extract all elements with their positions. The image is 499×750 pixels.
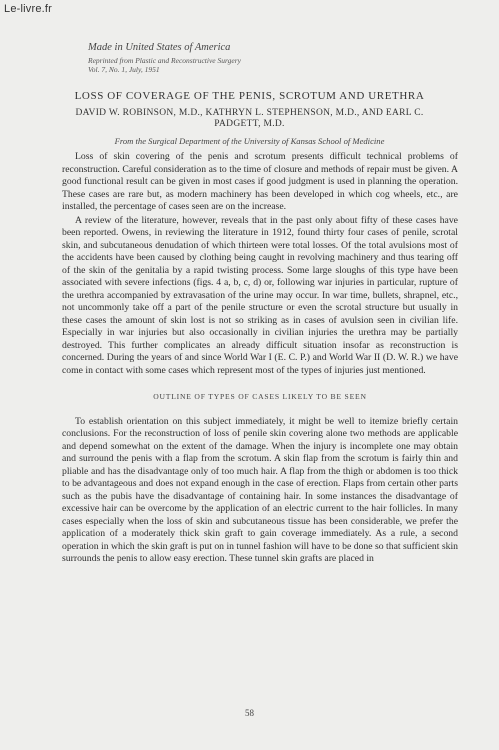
paragraph-3: To establish orientation on this subject immediately, it might be well to itemize briefly certain conclusions. For the reconstruction of loss of penile skin covering alone two methods are applicable and depend somewhat on the extent of the damage. When the injury is incomplete one may obtain and surround the penis with a flap from the scrotum. A skin flap from the scrotum is fairly thin and pliable and has the disadvantage only of too much hair. A flap from the thigh or abdomen is too thick to be advantageous and does not expand enough in the case of erection. Flaps from certain other parts such as the pubis have the disadvantage of containing hair. In some instances the disadvantage of excessive hair can be overcome by the application of an electric current to the hair follicles. In many cases especially when the loss of skin and subcutaneous tissue has been considerable, we prefer the application of a moderately thick skin graft to gain coverage immediately. As a rule, a second operation in which the skin graft is put on in tunnel fashion will have to be done so that sufficient skin surrounds the penis to allow easy erection. These tunnel skin grafts are placed in xyxy=(62,415,458,564)
page-number: 58 xyxy=(245,708,254,718)
article-affiliation: From the Surgical Department of the University of Kansas School of Medicine xyxy=(114,136,385,146)
watermark: Le-livre.fr xyxy=(4,3,53,15)
article-title: LOSS OF COVERAGE OF THE PENIS, SCROTUM AND URETHRA xyxy=(74,90,425,102)
authors-line-2: PADGETT, M.D. xyxy=(214,119,285,129)
section-heading: OUTLINE OF TYPES OF CASES LIKELY TO BE SEEN xyxy=(153,392,367,401)
reprint-line-2: Vol. 7, No. 1, July, 1951 xyxy=(88,65,160,74)
reprint-line-1: Reprinted from Plastic and Reconstructive Surgery xyxy=(88,56,241,65)
made-in-notice: Made in United States of America xyxy=(88,42,231,53)
reprint-notice xyxy=(88,56,241,74)
article-authors xyxy=(0,108,499,130)
article-body xyxy=(62,151,458,567)
paragraph-1: Loss of skin covering of the penis and scrotum presents difficult technical problems of reconstruction. Careful consideration as to the time of closure and methods of repair must be given. A good functional result can be given in most cases if good judgment is used in planning the operation. These cases are rare but, as modern machinery has been developed in which cog wheels, etc., are installed, the percentage of cases seen are on the increase. xyxy=(62,151,458,212)
authors-line-1: DAVID W. ROBINSON, M.D., KATHRYN L. STEPHENSON, M.D., AND EARL C. xyxy=(75,108,424,118)
paragraph-2: A review of the literature, however, reveals that in the past only about fifty of these cases have been reported. Owens, in reviewing the literature in 1912, found thirty four cases of penile, scrotal skin, and subcutaneous denudation of which thirteen were total losses. Of the total avulsions most of the accidents have been caused by clothing being caught in revolving machinery and thus tearing off of the skin of the genitalia by a rapid twisting process. Some large sloughs of this type have been associated with severe infections (figs. 4 a, b, c, d) or, following war injuries in particular, rupture of the urethra accompanied by extravasation of the urine may occur. In war time, bullets, shrapnel, etc., not uncommonly take off a part of the penile structure or even the scrotal structure but usually in these cases the amount of skin lost is not so striking as in cases of avulsion seen in civilian life. Especially in war injuries but also occasionally in civilian injuries the urethra may be partially destroyed. This further complicates an already difficult situation insofar as reconstruction is concerned. During the years of and since World War I (E. C. P.) and World War II (D. W. R.) we have come in contact with some cases which represent most of the types of injuries just mentioned. xyxy=(62,214,458,376)
